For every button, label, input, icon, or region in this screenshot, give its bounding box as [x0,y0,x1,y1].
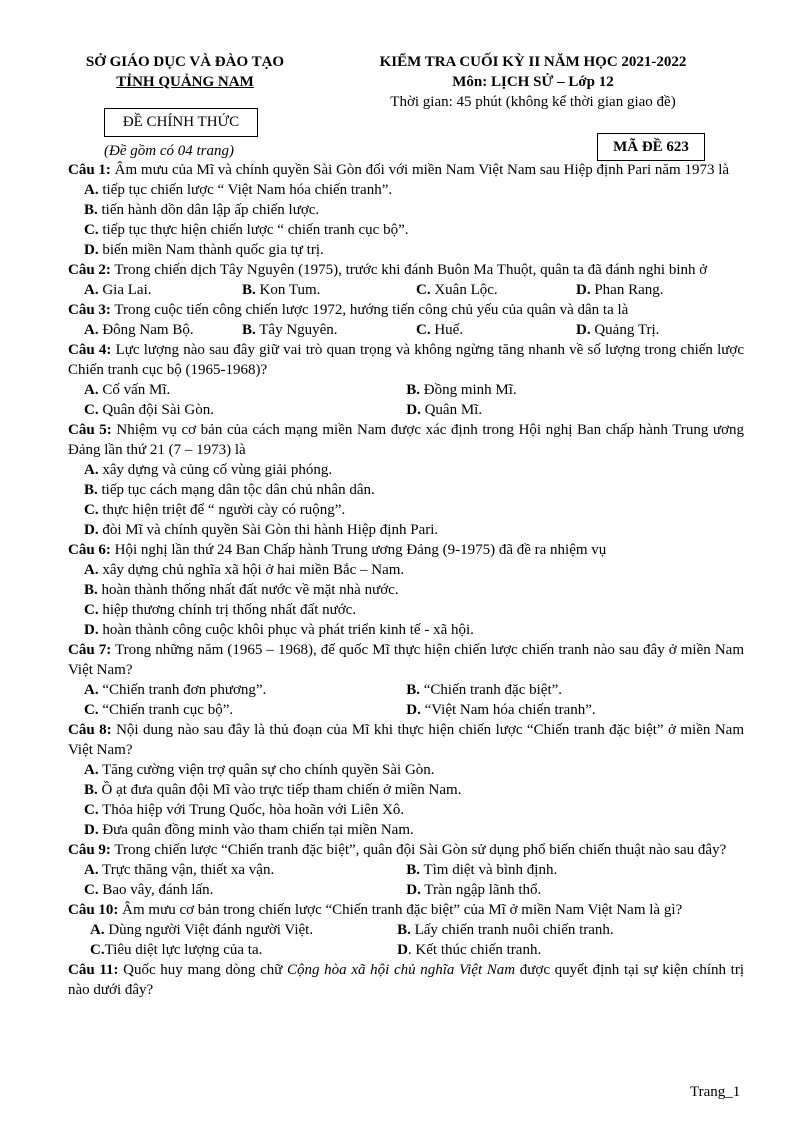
option-1c: C. tiếp tục thực hiện chiến lược “ chiến tranh cục bộ”. [84,222,409,238]
option-10d: D. Kết thúc chiến tranh. [397,942,542,958]
option-4d: D. Quân Mĩ. [406,402,483,418]
option-6a: A. xây dựng chủ nghĩa xã hội ở hai miền Bắc – Nam. [84,562,405,578]
options-row-10a [68,920,744,940]
exam-header [352,52,714,112]
option-2b: B. Kon Tum. [242,282,321,298]
question-6 [68,540,744,560]
question-text: Âm mưu của Mĩ và chính quyền Sài Gòn đối với miền Nam Việt Nam sau Hiệp định Pari năm 1973 là [110,162,730,178]
option-10b: B. Lấy chiến tranh nuôi chiến tranh. [397,922,614,938]
question-label: Câu 6: [68,542,111,558]
question-text: Trong cuộc tiến công chiến lược 1972, hướng tiến công chủ yếu của quân và dân ta là [110,302,629,318]
question-4 [68,340,744,380]
option-1a: A. tiếp tục chiến lược “ Việt Nam hóa chiến tranh”. [84,182,393,198]
options-row-7a [68,680,744,700]
question-text: Lực lượng nào sau đây giữ vai trò quan trọng và không ngừng tăng nhanh về số lượng trong chiến lược Chiến tranh cục bộ (1965-1968)? [68,342,745,378]
question-list [68,160,744,1000]
options-row-9a [68,860,744,880]
question-9 [68,840,744,860]
exam-code-box: MÃ ĐỀ 623 [597,133,705,161]
emblem-inscription: Cộng hòa xã hội chủ nghĩa Việt Nam [287,962,516,978]
question-10 [68,900,744,920]
question-text: Trong chiến lược “Chiến tranh đặc biệt”, quân đội Sài Gòn sử dụng phổ biến chiến thuật nào sau đây? [110,842,727,858]
option-9b: B. Tìm diệt và bình định. [406,862,558,878]
option-7c: C. “Chiến tranh cục bộ”. [84,702,234,718]
options-row-4b [68,400,744,420]
option-8d: D. Đưa quân đồng minh vào tham chiến tại miền Nam. [84,822,414,838]
question-label: Câu 4: [68,342,112,358]
option-9d: D. Tràn ngập lãnh thổ. [406,882,542,898]
option-10a: A. Dùng người Việt đánh người Việt. [90,922,314,938]
official-label-box: ĐỀ CHÍNH THỨC [104,108,258,137]
department-header [60,52,310,92]
option-5c: C. thực hiện triệt để “ người cày có ruộng”. [84,502,346,518]
exam-subject: Môn: LỊCH SỬ – Lớp 12 [452,74,614,90]
question-text: Trong những năm (1965 – 1968), đế quốc Mĩ thực hiện chiến lược chiến tranh nào sau đây ở miền Nam Việt Nam? [68,642,744,678]
option-4b: B. Đồng minh Mĩ. [406,382,517,398]
option-2a: A. Gia Lai. [84,282,152,298]
question-text: Nội dung nào sau đây là thủ đoạn của Mĩ khi thực hiện chiến lược “Chiến tranh đặc biệt” ở miền Nam Việt Nam? [68,722,744,758]
option-5d: D. đòi Mĩ và chính quyền Sài Gòn thi hành Hiệp định Pari. [84,522,439,538]
option-6b: B. hoàn thành thống nhất đất nước về mặt nhà nước. [84,582,399,598]
question-7 [68,640,744,680]
question-11: Câu 11: Quốc huy mang dòng chữ Cộng hòa xã hội chủ nghĩa Việt Nam được quyết định tại sự kiện chính trị nào dưới đây? [68,962,744,998]
question-2 [68,260,744,280]
question-8 [68,720,744,760]
options-row-10b [68,940,744,960]
option-7d: D. “Việt Nam hóa chiến tranh”. [406,702,596,718]
option-6c: C. hiệp thương chính trị thống nhất đất nước. [84,602,357,618]
option-2d: D. Phan Rang. [576,282,664,298]
options-row-3 [68,320,744,340]
question-label: Câu 9: [68,842,111,858]
question-label: Câu 1: [68,162,111,178]
option-8b: B. Ồ ạt đưa quân đội Mĩ vào trực tiếp tham chiến ở miền Nam. [84,782,462,798]
option-7a: A. “Chiến tranh đơn phương”. [84,682,267,698]
question-label: Câu 7: [68,642,112,658]
department-name: SỞ GIÁO DỤC VÀ ĐÀO TẠO [85,54,285,70]
option-5b: B. tiếp tục cách mạng dân tộc dân chủ nhân dân. [84,482,375,498]
option-7b: B. “Chiến tranh đặc biệt”. [406,682,563,698]
option-3b: B. Tây Nguyên. [242,322,338,338]
option-3d: D. Quảng Trị. [576,322,660,338]
options-row-9b [68,880,744,900]
option-1d: D. biến miền Nam thành quốc gia tự trị. [84,242,324,258]
question-label: Câu 10: [68,902,119,918]
province-name: TỈNH QUẢNG NAM [116,74,254,90]
question-5 [68,420,744,460]
question-text: Trong chiến dịch Tây Nguyên (1975), trước khi đánh Buôn Ma Thuột, quân ta đã đánh nghi binh ở [110,262,708,278]
question-text: Nhiệm vụ cơ bản của cách mạng miền Nam được xác định trong Hội nghị Ban chấp hành Trung ương Đảng lần thứ 21 (7 – 1973) là [68,422,745,458]
option-1b: B. tiến hành dồn dân lập ấp chiến lược. [84,202,320,218]
question-text: Hội nghị lần thứ 24 Ban Chấp hành Trung ương Đảng (9-1975) đã đề ra nhiệm vụ [110,542,607,558]
question-label: Câu 3: [68,302,111,318]
exam-title: KIỂM TRA CUỐI KỲ II NĂM HỌC 2021-2022 [379,54,687,70]
exam-time: Thời gian: 45 phút (không kể thời gian giao đề) [390,94,676,110]
option-8a: A. Tăng cường viện trợ quân sự cho chính quyền Sài Gòn. [84,762,435,778]
question-label: Câu 8: [68,722,112,738]
option-3c: C. Huế. [416,322,464,338]
option-4a: A. Cố vấn Mĩ. [84,382,171,398]
option-2c: C. Xuân Lộc. [416,282,498,298]
question-3 [68,300,744,320]
option-9a: A. Trực thăng vận, thiết xa vận. [84,862,275,878]
option-3a: A. Đông Nam Bộ. [84,322,194,338]
option-6d: D. hoàn thành công cuộc khôi phục và phát triển kinh tế - xã hội. [84,622,474,638]
option-4c: C. Quân đội Sài Gòn. [84,402,215,418]
question-1 [68,160,744,180]
pages-note: (Đề gồm có 04 trang) [104,143,234,159]
question-label: Câu 2: [68,262,111,278]
option-10c: C.Tiêu diệt lực lượng của ta. [90,942,263,958]
options-row-7b [68,700,744,720]
question-label: Câu 11: [68,962,119,978]
options-row-4a [68,380,744,400]
question-text: Âm mưu cơ bản trong chiến lược “Chiến tranh đặc biệt” của Mĩ ở miền Nam Việt Nam là gì? [118,902,683,918]
option-8c: C. Thỏa hiệp với Trung Quốc, hòa hoãn với Liên Xô. [84,802,405,818]
option-9c: C. Bao vây, đánh lấn. [84,882,214,898]
options-row-2 [68,280,744,300]
question-label: Câu 5: [68,422,112,438]
option-5a: A. xây dựng và củng cố vùng giải phóng. [84,462,333,478]
page-number: Trang_1 [690,1084,741,1100]
